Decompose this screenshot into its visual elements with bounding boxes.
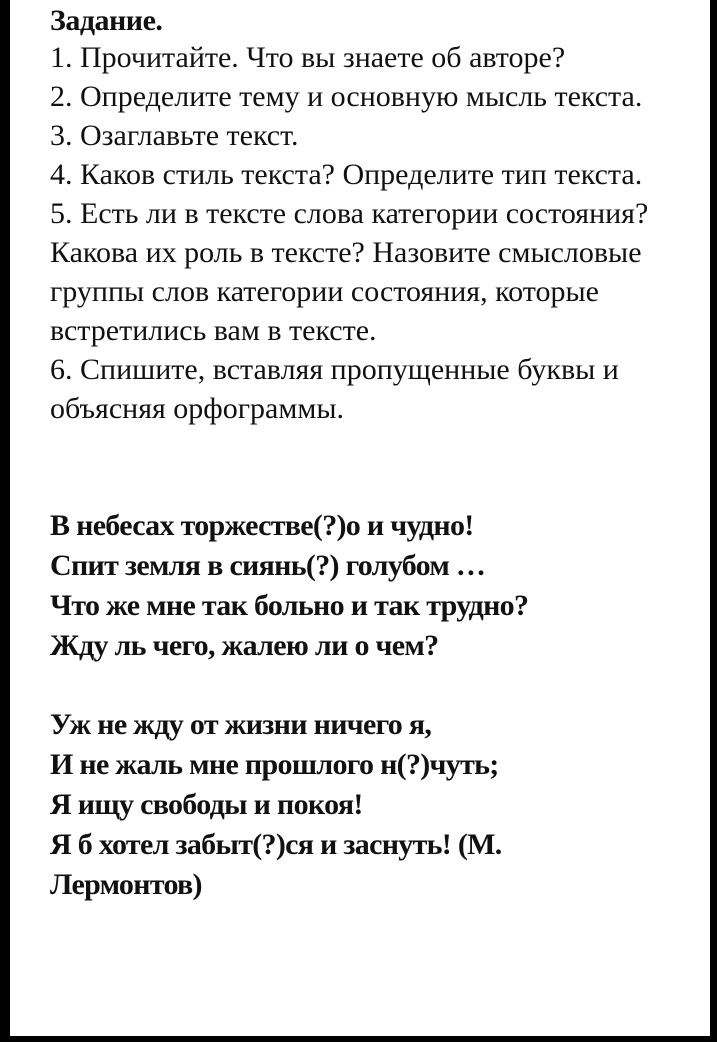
poem-stanza-2: [50, 705, 710, 905]
task-list: [50, 38, 710, 428]
task-item-3: 3. Озаглавьте текст.: [50, 119, 299, 152]
task-item-5: 5. Есть ли в тексте слова категории состояния? Какова их роль в тексте? Назовите смысловые группы слов категории состояния, которые встретились вам в тексте.: [50, 197, 649, 347]
poem-stanza-1: [50, 506, 710, 666]
poem: [50, 506, 710, 905]
poem-line: В небесах торжестве(?)о и чудно!: [50, 509, 474, 542]
poem-line: И не жаль мне прошлого н(?)чуть;: [50, 748, 499, 781]
task-item-2: 2. Определите тему и основную мысль текста.: [50, 80, 643, 113]
task-item-6: 6. Спишите, вставляя пропущенные буквы и объясняя орфограммы.: [50, 353, 619, 425]
poem-line: Я б хотел забыт(?)ся и заснуть! (М. Лермонтов): [50, 828, 502, 901]
poem-line: Жду ль чего, жалею ли о чем?: [50, 629, 439, 662]
task-item-1: 1. Прочитайте. Что вы знаете об авторе?: [50, 41, 566, 74]
task-item-4: 4. Каков стиль текста? Определите тип текста.: [50, 158, 643, 191]
assignment-heading: Задание.: [50, 4, 163, 37]
document-page: [10, 0, 710, 1036]
poem-line: Я ищу свободы и покоя!: [50, 788, 363, 821]
poem-line: Спит земля в сиянь(?) голубом …: [50, 549, 486, 582]
poem-line: Уж не жду от жизни ничего я,: [50, 708, 432, 741]
poem-line: Что же мне так больно и так трудно?: [50, 589, 529, 622]
